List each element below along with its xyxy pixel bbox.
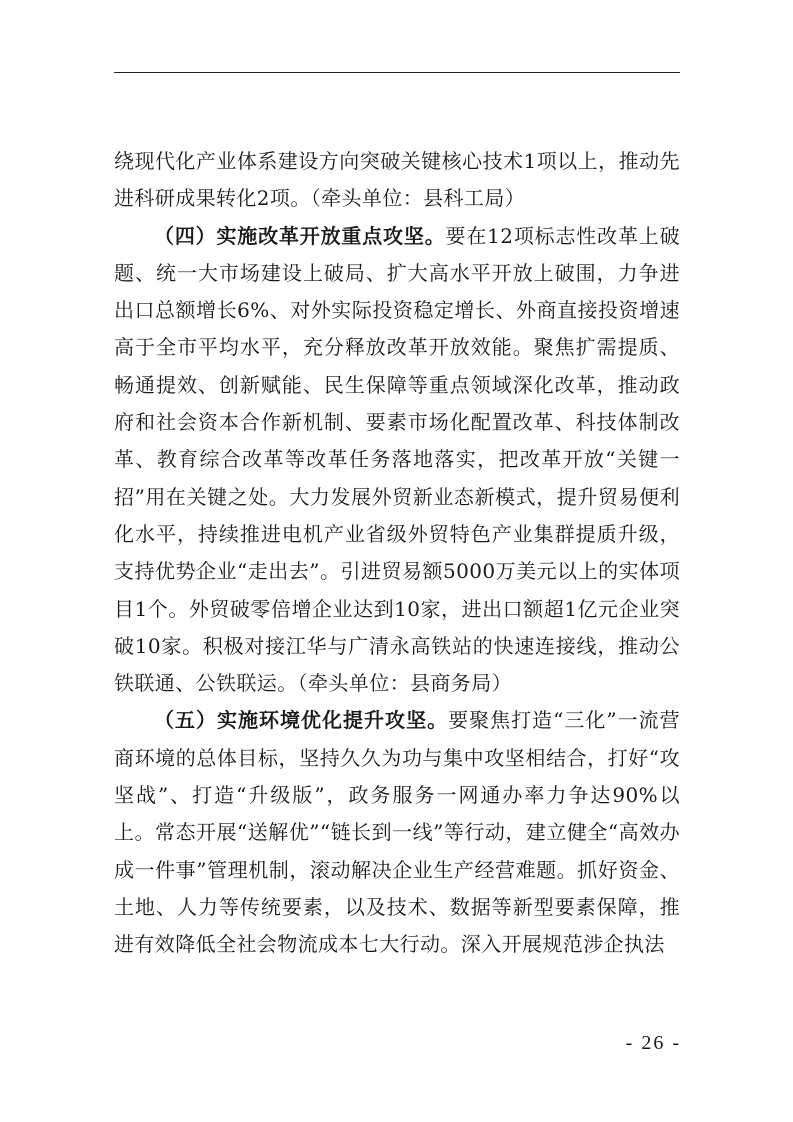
section-heading-4: （四）实施改革开放重点攻坚。	[154, 223, 446, 248]
paragraph-continuation	[114, 143, 680, 218]
paragraph-text: 绕现代化产业体系建设方向突破关键核心技术1项以上，推动先进科研成果转化2项。（牵头单位：县科工局）	[114, 149, 680, 211]
paragraph-text: 要在12项标志性改革上破题、统一大市场建设上破局、扩大高水平开放上破围，力争进出口总额增长6%、对外实际投资稳定增长、外商直接投资增速高于全市平均水平，充分释放改革开放效能。聚焦扩需提质、畅通提效、创新赋能、民生保障等重点领域深化改革，推动政府和社会资本合作新机制、要素市场化配置改革、科技体制改革、教育综合改革等改革任务落地落实，把改革开放“关键一招”用在关键之处。大力发展外贸新业态新模式，提升贸易便利化水平，持续推进电机产业省级外贸特色产业集群提质升级，支持优势企业“走出去”。引进贸易额5000万美元以上的实体项目1个。外贸破零倍增企业达到10家，进出口额超1亿元企业突破10家。积极对接江华与广清永高铁站的快速连接线，推动公铁联通、公铁联运。（牵头单位：县商务局）	[114, 223, 680, 696]
paragraph-reform-opening	[114, 218, 680, 703]
page-number: - 26 -	[625, 1032, 681, 1054]
document-body	[114, 143, 680, 964]
paragraph-text: 要聚焦打造“三化”一流营商环境的总体目标，坚持久久为功与集中攻坚相结合，打好“攻坚战”、打造“升级版”，政务服务一网通办率力争达90%以上。常态开展“送解优”“链长到一线”等行动，建立健全“高效办成一件事”管理机制，滚动解决企业生产经营难题。抓好资金、土地、人力等传统要素，以及技术、数据等新型要素保障，推进有效降低全社会物流成本七大行动。深入开展规范涉企执法	[114, 708, 681, 957]
section-heading-5: （五）实施环境优化提升攻坚。	[154, 708, 449, 733]
header-rule	[114, 72, 680, 73]
paragraph-environment	[114, 702, 680, 963]
